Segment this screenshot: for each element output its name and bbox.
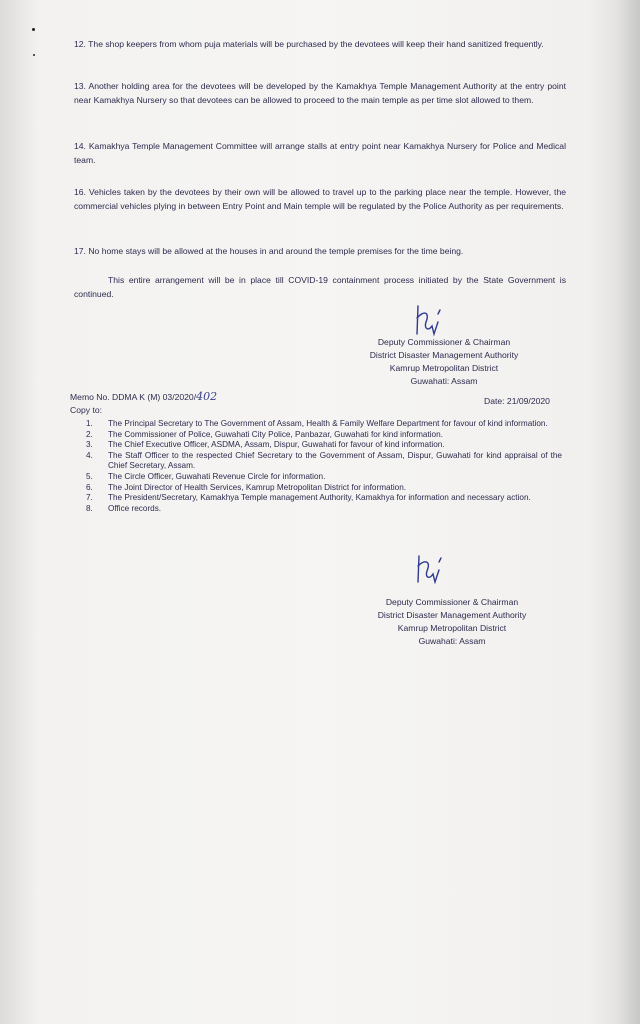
- sig-title: Deputy Commissioner & Chairman: [377, 337, 511, 347]
- list-item: 1. The Principal Secretary to The Government of Assam, Health & Family Welfare Department for favour of kind information.: [86, 419, 548, 428]
- list-item: 2. The Commissioner of Police, Guwahati City Police, Panbazar, Guwahati for kind information.: [86, 429, 443, 439]
- sig-district: Kamrup Metropolitan District: [389, 363, 499, 373]
- paragraph-14: 14. Kamakhya Temple Management Committee will arrange stalls at entry point near Kamakhya Nursery for Police and Medical team.: [74, 141, 566, 165]
- signature-block-top: [344, 336, 544, 388]
- sig-authority: District Disaster Management Authority: [369, 350, 519, 360]
- list-item: 5. The Circle Officer, Guwahati Revenue Circle for information.: [86, 471, 326, 481]
- sig-district: Kamrup Metropolitan District: [397, 623, 507, 633]
- list-item: 6. The Joint Director of Health Services, Kamrup Metropolitan District for information.: [86, 482, 407, 492]
- copy-to-label: Copy to:: [70, 405, 103, 415]
- sig-authority: District Disaster Management Authority: [377, 610, 527, 620]
- sig-location: Guwahati: Assam: [410, 376, 478, 386]
- paragraph-13: 13. Another holding area for the devotees will be developed by the Kamakhya Temple Management Authority at the entry point near Kamakhya Nursery so that devotees can be allowed to proceed to the main temple as per time slot allowed to them.: [74, 81, 566, 105]
- copy-list: [86, 419, 562, 514]
- list-item: 4. The Staff Officer to the respected Chief Secretary to the Government of Assam, Dispur, Guwahati for kind appraisal of the Chief Secretary, Assam.: [86, 450, 562, 471]
- sig-location: Guwahati: Assam: [418, 636, 486, 646]
- paragraph-16: 16. Vehicles taken by the devotees by their own will be allowed to travel up to the parking place near the temple. However, the commercial vehicles plying in between Entry Point and Main temple will be regulated by the Police Authority as per requirements.: [74, 187, 566, 211]
- sig-title: Deputy Commissioner & Chairman: [385, 597, 519, 607]
- paragraph-17: 17. No home stays will be allowed at the houses in and around the temple premises for the time being.: [74, 246, 464, 256]
- list-item: 3. The Chief Executive Officer, ASDMA, Assam, Dispur, Guwahati for favour of kind information.: [86, 440, 445, 450]
- memo-prefix: Memo No. DDMA K (M) 03/2020/: [70, 392, 197, 402]
- list-item: 7. The President/Secretary, Kamakhya Temple management Authority, Kamakhya for information and necessary action.: [86, 493, 531, 503]
- signature-block-bottom: [352, 596, 552, 648]
- punch-hole-mark: [33, 54, 35, 56]
- list-item: 8. Office records.: [86, 503, 162, 513]
- memo-number: [70, 390, 217, 403]
- memo-handwritten-number: 402: [196, 390, 218, 403]
- signature-mark: [414, 554, 444, 588]
- paragraph-12: 12. The shop keepers from whom puja materials will be purchased by the devotees will keep their hand sanitized frequently.: [74, 39, 544, 49]
- punch-hole-mark: [32, 28, 35, 31]
- page-edge-shadow: [618, 0, 640, 1024]
- memo-date: Date: 21/09/2020: [484, 396, 550, 406]
- closing-paragraph: This entire arrangement will be in place till COVID-19 containment process initiated by the State Government is continued.: [74, 275, 566, 299]
